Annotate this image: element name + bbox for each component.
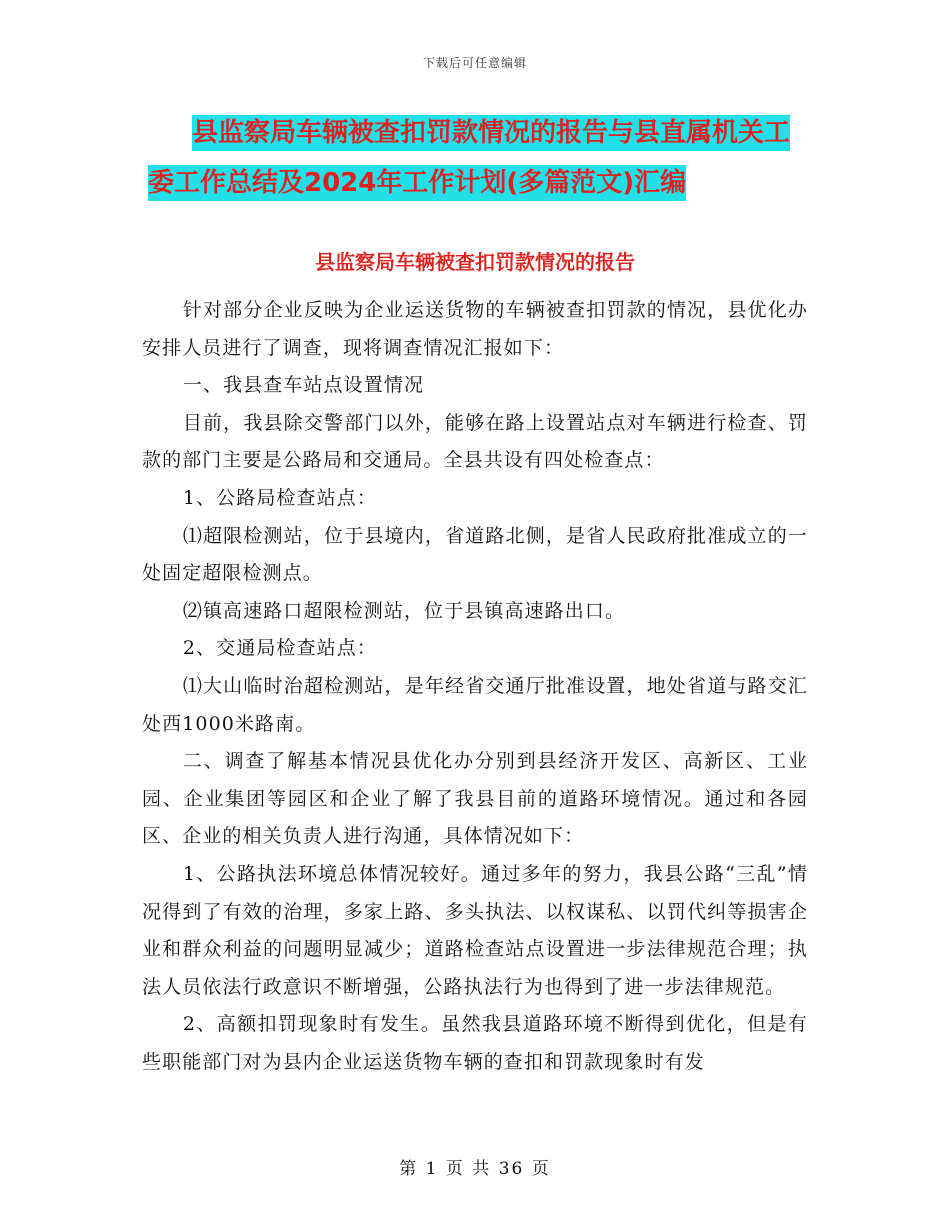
paragraph: 2、高额扣罚现象时有发生。虽然我县道路环境不断得到优化，但是有些职能部门对为县内企业运送货物车辆的查扣和罚款现象时有发 [142,1013,808,1073]
title-line-2-text: 委工作总结及2024年工作计划(多篇范文)汇编 [148,165,686,201]
paragraph: 目前，我县除交警部门以外，能够在路上设置站点对车辆进行检查、罚款的部门主要是公路局和交通局。全县共设有四处检查点： [142,411,808,472]
paragraph: 一、我县查车站点设置情况 [182,374,425,397]
paragraph: ⑴超限检测站，位于县境内，省道路北侧，是省人民政府批准成立的一处固定超限检测点。 [142,524,808,585]
paragraph: ⑵镇高速路口超限检测站，位于县镇高速路出口。 [182,599,626,622]
page-number-footer: 第 1 页 共 36 页 [399,1159,551,1179]
header-note: 下载后可任意编辑 [422,56,527,70]
paragraph: 1、公路局检查站点： [182,486,377,509]
paragraph: 二、调查了解基本情况县优化办分别到县经济开发区、高新区、工业园、企业集团等园区和企业了解了我县目前的道路环境情况。通过和各园区、企业的相关负责人进行沟通，具体情况如下： [142,750,808,848]
paragraph: 针对部分企业反映为企业运送货物的车辆被查扣罚款的情况，县优化办安排人员进行了调查，现将调查情况汇报如下： [142,299,808,359]
paragraph: ⑴大山临时治超检测站，是年经省交通厅批准设置，地处省道与路交汇处西1000米路南。 [142,674,808,735]
paragraph: 1、公路执法环境总体情况较好。通过多年的努力，我县公路“三乱”情况得到了有效的治理，多家上路、多头执法、以权谋私、以罚代纠等损害企业和群众利益的问题明显减少；道路检查站点设置进一步法律规范合理；执法人员依法行政意识不断增强，公路执法行为也得到了进一步法律规范。 [142,862,808,998]
title-line-1-text: 县监察局车辆被查扣罚款情况的报告与县直属机关工 [192,115,790,151]
document-title [142,108,822,208]
title-line-2 [142,158,822,208]
section-title: 县监察局车辆被查扣罚款情况的报告 [315,250,635,274]
title-line-1 [142,108,822,158]
paragraph: 2、交通局检查站点： [182,637,377,660]
document-body [142,292,808,1081]
